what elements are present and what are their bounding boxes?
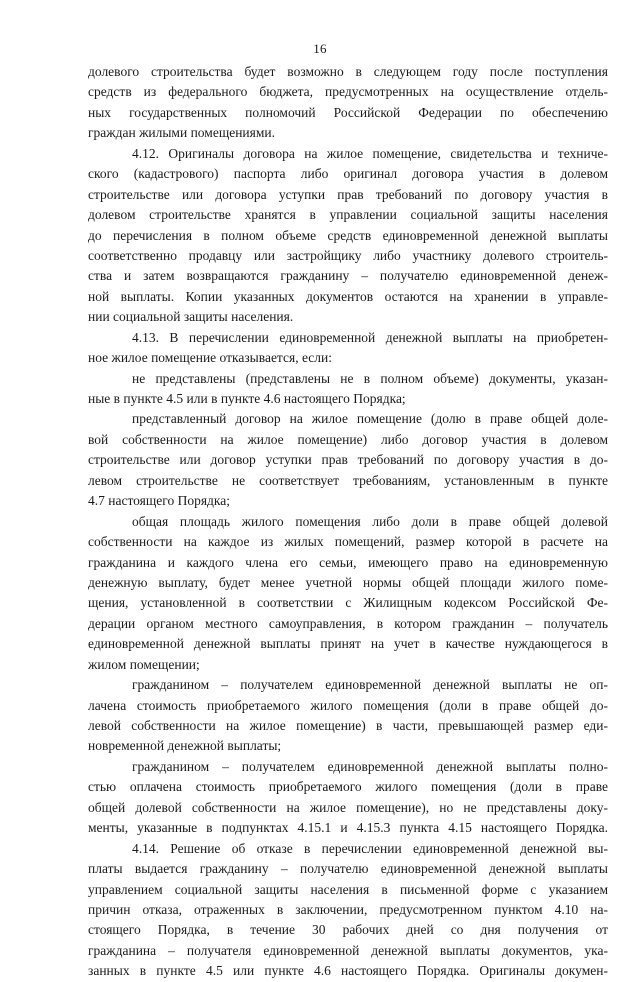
text-line: до перечисления в полном объеме средств единовременной денежной выплаты <box>88 227 608 243</box>
text-line: 4.7 настоящего Порядка; <box>88 493 231 509</box>
page-number: 16 <box>313 41 327 56</box>
text-line: менты, указанные в подпунктах 4.15.1 и 4.15.3 пункта 4.15 настоящего Порядка. <box>88 820 608 836</box>
text-line: единовременной денежной выплаты принят на учет в качестве нуждающегося в <box>88 636 608 652</box>
text-line: вой собственности на жилое помещение) либо договор участия в долевом <box>88 431 608 447</box>
paragraph-first-line: гражданином – получателем единовременной денежной выплаты не оп- <box>132 677 608 693</box>
text-line: гражданина и каждого члена его семьи, имеющего право на единовременную <box>88 554 608 570</box>
text-line: платы выдается гражданину – получателю единовременной денежной выплаты <box>88 861 608 877</box>
text-line: управлением социальной защиты населения в письменной форме с указанием <box>88 881 608 897</box>
text-line: щения, установленной в соответствии с Жилищным кодексом Российской Фе- <box>88 595 608 611</box>
text-line: ное жилое помещение отказывается, если: <box>88 350 332 366</box>
text-line: долевого строительства будет возможно в следующем году после поступления <box>88 64 608 79</box>
text-line: причин отказа, отраженных в заключении, предусмотренном пунктом 4.10 на- <box>88 901 608 917</box>
text-line: стоящего Порядка, в течение 30 рабочих дней со дня получения от <box>88 922 608 938</box>
text-line: дерации органом местного самоуправления, в котором гражданин – получатель <box>88 615 608 631</box>
text-line: нии социальной защиты населения. <box>88 309 294 325</box>
text-line: общей долевой собственности на жилое помещение), но не представлены доку- <box>88 799 608 815</box>
text-line: собственности на каждое из жилых помещений, размер которой в расчете на <box>88 534 608 550</box>
text-line: денежную выплату, будет менее учетной нормы общей площади жилого поме- <box>88 574 608 590</box>
text-line: ского (кадастрового) паспорта либо оригинал договора участия в долевом <box>88 166 608 182</box>
text-line: новременной денежной выплаты; <box>88 738 282 754</box>
text-line: стью оплачена стоимость приобретаемого жилого помещения (доли в праве <box>88 779 608 795</box>
paragraph-first-line: представленный договор на жилое помещение (долю в праве общей доле- <box>132 411 608 427</box>
text-line: гражданина – получателя единовременной денежной выплаты документов, ука- <box>88 942 608 958</box>
text-line: ной выплаты. Копии указанных документов остаются на хранении в управле- <box>88 288 608 304</box>
text-line: левом строительстве не соответствует требованиям, установленным в пункте <box>88 472 608 488</box>
text-line: средств из федерального бюджета, предусмотренных на осуществление отдель- <box>88 84 608 100</box>
text-line: ные в пункте 4.5 или в пункте 4.6 настоящего Порядка; <box>88 391 406 406</box>
paragraph-first-line: 4.12. Оригиналы договора на жилое помещение, свидетельства и техниче- <box>132 145 608 161</box>
text-line: строительстве или договор уступки прав требований по договору участия в до- <box>88 452 608 468</box>
text-line: левой собственности на жилое помещение) в части, превышающей размер еди- <box>88 718 608 733</box>
paragraph-first-line: 4.13. В перечислении единовременной денежной выплаты на приобретен- <box>132 329 608 345</box>
text-line: ства и затем возвращаются гражданину – получателю единовременной денеж- <box>88 268 608 284</box>
paragraph-first-line: не представлены (представлены не в полном объеме) документы, указан- <box>132 370 608 386</box>
text-line: ных государственных полномочий Российской Федерации по обеспечению <box>88 104 608 120</box>
text-line: граждан жилыми помещениями. <box>88 125 276 141</box>
paragraph-first-line: гражданином – получателем единовременной денежной выплаты полно- <box>132 758 608 774</box>
text-line: соответственно продавцу или застройщику либо участнику долевого строитель- <box>88 247 608 263</box>
text-line: жилом помещении; <box>88 656 200 672</box>
paragraph-first-line: 4.14. Решение об отказе в перечислении единовременной денежной вы- <box>132 840 608 856</box>
paragraph-first-line: общая площадь жилого помещения либо доли в праве общей долевой <box>132 513 608 529</box>
document-body <box>88 62 608 982</box>
text-line: занных в пункте 4.5 или пункте 4.6 настоящего Порядка. Оригиналы докумен- <box>88 963 608 979</box>
text-line: лачена стоимость приобретаемого жилого помещения (доли в праве общей до- <box>88 697 608 713</box>
text-line: строительстве или договора уступки прав требований по договору участия в <box>88 186 608 202</box>
text-line: долевом строительстве хранятся в управлении социальной защиты населения <box>88 207 608 223</box>
